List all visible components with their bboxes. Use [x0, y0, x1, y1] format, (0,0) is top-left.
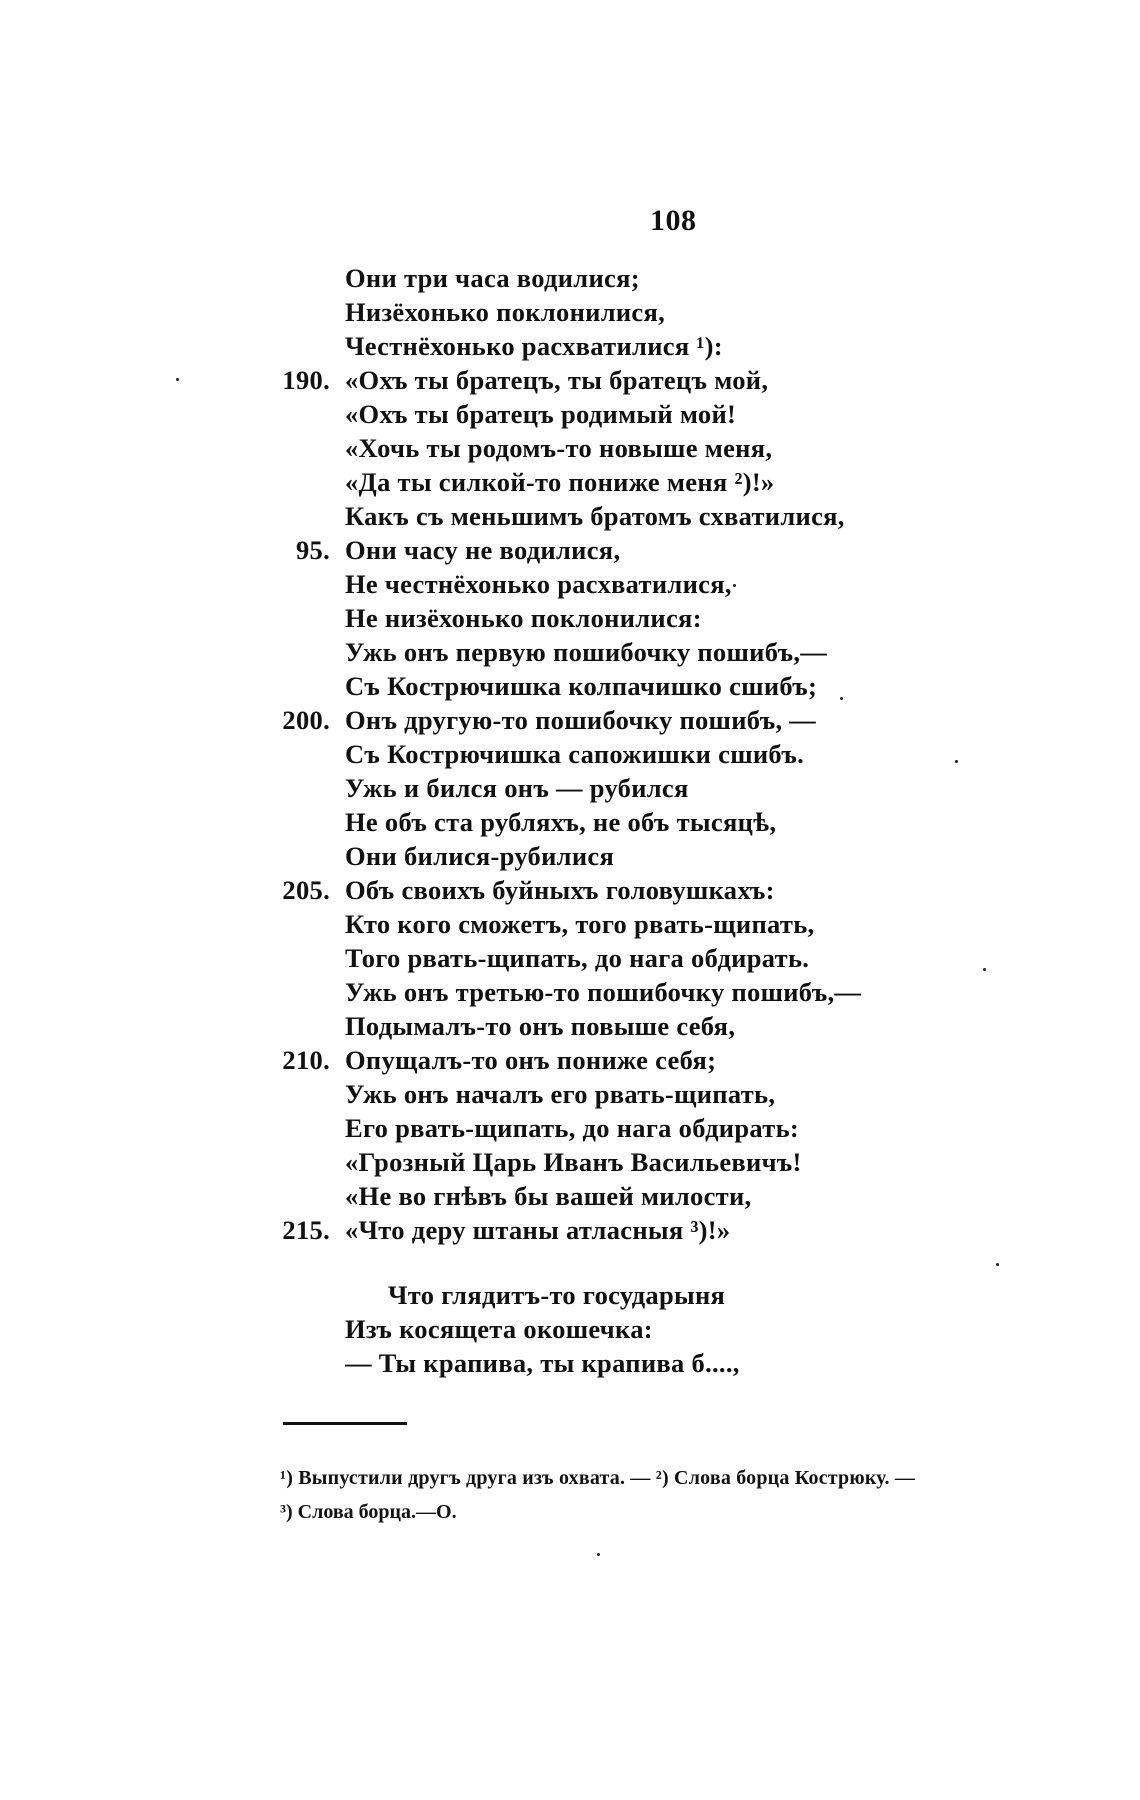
verse-text: Они часу не водилися, [345, 535, 621, 565]
line-number: 190. [282, 365, 330, 395]
footnote-divider [283, 1422, 407, 1425]
line-number: 95. [295, 535, 330, 565]
page-number: 108 [650, 204, 697, 237]
verse-text: Того рвать-щипать, до нага обдирать. [345, 943, 810, 973]
verse-line [0, 329, 1140, 363]
epilogue-text: Изъ косящета окошечка: [345, 1314, 653, 1344]
verse-line [0, 669, 1140, 703]
scan-speck [955, 760, 958, 763]
verse-line [0, 1145, 1140, 1179]
verse-text: Ужь онъ третью-то пошибочку пошибъ,— [345, 977, 862, 1007]
verse-text: Честнёхонько расхватилися ¹): [345, 331, 723, 361]
line-number: 200. [282, 705, 330, 735]
scan-speck [840, 697, 843, 700]
scan-speck [176, 378, 179, 381]
verse-text: Они три часа водилися; [345, 263, 640, 293]
verse-text: Не честнёхонько расхватилися, [345, 569, 732, 599]
line-number: 210. [282, 1045, 330, 1075]
verse-text: «Да ты силкой-то пониже меня ²)!» [345, 467, 775, 497]
verse-text: Они билися-рубилися [345, 841, 615, 871]
verse-text: «Не во гнѣвъ бы вашей милости, [345, 1181, 752, 1211]
verse-line [0, 397, 1140, 431]
verse-line [0, 363, 1140, 397]
epilogue-line [0, 1346, 1140, 1380]
verse-line [0, 839, 1140, 873]
verse-line [0, 873, 1140, 907]
verse-text: Его рвать-щипать, до нага обдирать: [345, 1113, 800, 1143]
verse-line [0, 1111, 1140, 1145]
verse-text: «Хочь ты родомъ-то новыше меня, [345, 433, 773, 463]
verse-text: «Что деру штаны атласныя ³)!» [345, 1215, 731, 1245]
verse-line [0, 907, 1140, 941]
scan-speck [996, 1263, 999, 1266]
verse-line [0, 635, 1140, 669]
verse-line [0, 1213, 1140, 1247]
verse-line [0, 261, 1140, 295]
scan-speck [597, 1553, 600, 1556]
verse-text: «Охъ ты братецъ родимый мой! [345, 399, 737, 429]
verse-line [0, 805, 1140, 839]
footnote-text: ¹) Выпустили другъ друга изъ охвата. — ²) Слова борца Кострюку. — [280, 1467, 916, 1489]
verse-text: Объ своихъ буйныхъ головушкахъ: [345, 875, 775, 905]
verse-text: Подымалъ-то онъ повыше себя, [345, 1011, 736, 1041]
verse-text: Съ Кострючишка колпачишко сшибъ; [345, 671, 818, 701]
epilogue-line [0, 1312, 1140, 1346]
verse-line [0, 941, 1140, 975]
verse-line [0, 431, 1140, 465]
verse-line [0, 295, 1140, 329]
verse-text: Опущалъ-то онъ пониже себя; [345, 1045, 717, 1075]
verse-text: Какъ съ меньшимъ братомъ схватилися, [345, 501, 845, 531]
verse-text: Онъ другую-то пошибочку пошибъ, — [345, 705, 817, 735]
verse-line [0, 1043, 1140, 1077]
epilogue-text: Что глядитъ-то государыня [388, 1280, 726, 1310]
verse-line [0, 499, 1140, 533]
epilogue-block [0, 1278, 1140, 1380]
verse-text: Кто кого сможетъ, того рвать-щипать, [345, 909, 815, 939]
verse-block [0, 261, 1140, 1247]
epilogue-line [0, 1278, 1140, 1312]
verse-text: «Охъ ты братецъ, ты братецъ мой, [345, 365, 769, 395]
scan-speck [983, 968, 986, 971]
verse-text: Ужь онъ первую пошибочку пошибъ,— [345, 637, 828, 667]
verse-line [0, 465, 1140, 499]
verse-line [0, 1009, 1140, 1043]
verse-line [0, 601, 1140, 635]
verse-line [0, 975, 1140, 1009]
verse-text: Ужь и бился онъ — рубился [345, 773, 689, 803]
verse-line [0, 771, 1140, 805]
line-number: 205. [282, 875, 330, 905]
verse-line [0, 703, 1140, 737]
epilogue-text: — Ты крапива, ты крапива б...., [345, 1348, 740, 1378]
verse-text: Не объ ста рубляхъ, не объ тысяцѣ, [345, 807, 777, 837]
footnote-line [0, 1461, 1140, 1495]
verse-text: «Грозный Царь Иванъ Васильевичъ! [345, 1147, 802, 1177]
footnote-text: ³) Слова борца.—О. [280, 1501, 457, 1523]
scan-speck [733, 584, 736, 587]
line-number: 215. [282, 1215, 330, 1245]
verse-text: Низёхонько поклонилися, [345, 297, 666, 327]
verse-line [0, 1179, 1140, 1213]
footnote-line [0, 1495, 1140, 1529]
verse-line [0, 533, 1140, 567]
verse-text: Не низёхонько поклонилися: [345, 603, 702, 633]
verse-text: Съ Кострючишка сапожишки сшибъ. [345, 739, 804, 769]
verse-line [0, 1077, 1140, 1111]
footnotes [0, 1461, 1140, 1529]
verse-text: Ужь онъ началъ его рвать-щипать, [345, 1079, 776, 1109]
verse-line [0, 737, 1140, 771]
verse-line [0, 567, 1140, 601]
